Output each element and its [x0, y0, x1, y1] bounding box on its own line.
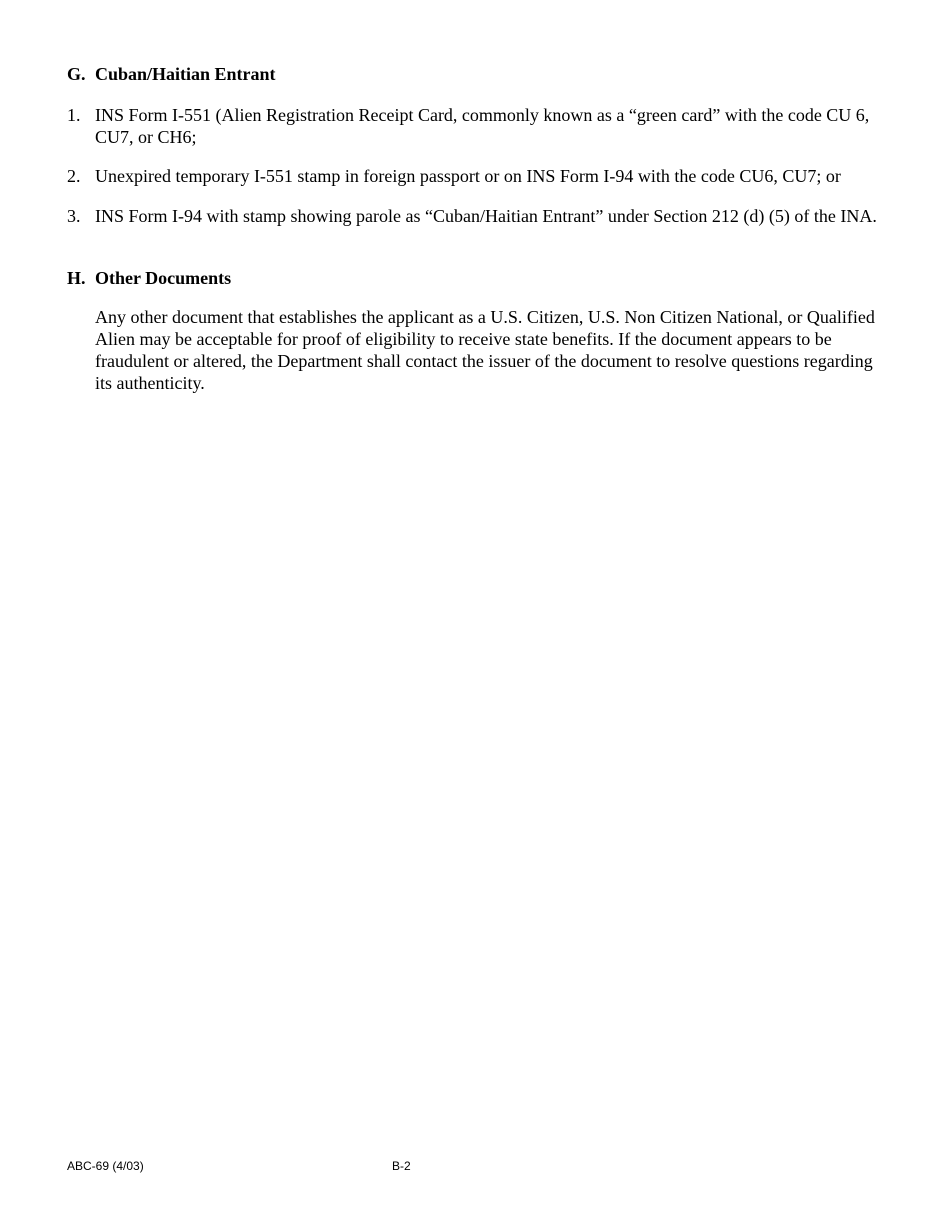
section-h-title: Other Documents — [95, 268, 232, 288]
section-h-letter: H. — [67, 268, 86, 288]
footer-form-id: ABC-69 (4/03) — [67, 1159, 144, 1173]
list-item — [67, 104, 877, 148]
list-item-number: 2. — [67, 166, 81, 186]
list-item-text: Unexpired temporary I-551 stamp in foreign passport or on INS Form I-94 with the code CU6, CU7; or — [95, 166, 841, 186]
section-g-letter: G. — [67, 64, 86, 84]
section-h-heading — [67, 267, 231, 289]
list-item — [67, 165, 887, 187]
section-g-heading — [67, 63, 276, 85]
list-item-number: 3. — [67, 206, 81, 226]
list-item-number: 1. — [67, 105, 81, 125]
list-item-text: INS Form I-94 with stamp showing parole as “Cuban/Haitian Entrant” under Section 212 (d) (5) of the INA. — [95, 206, 877, 226]
section-h-body: Any other document that establishes the applicant as a U.S. Citizen, U.S. Non Citizen National, or Qualified Alien may be acceptable for proof of eligibility to receive state benefits. If the document appears to be fraudulent or altered, the Department shall contact the issuer of the document to resolve questions regarding its authenticity. — [95, 307, 875, 393]
list-item — [67, 205, 877, 227]
section-g-title: Cuban/Haitian Entrant — [95, 64, 276, 84]
footer-page-number: B-2 — [392, 1159, 411, 1173]
list-item-text: INS Form I-551 (Alien Registration Receipt Card, commonly known as a “green card” with the code CU 6, CU7, or CH6; — [95, 105, 870, 147]
